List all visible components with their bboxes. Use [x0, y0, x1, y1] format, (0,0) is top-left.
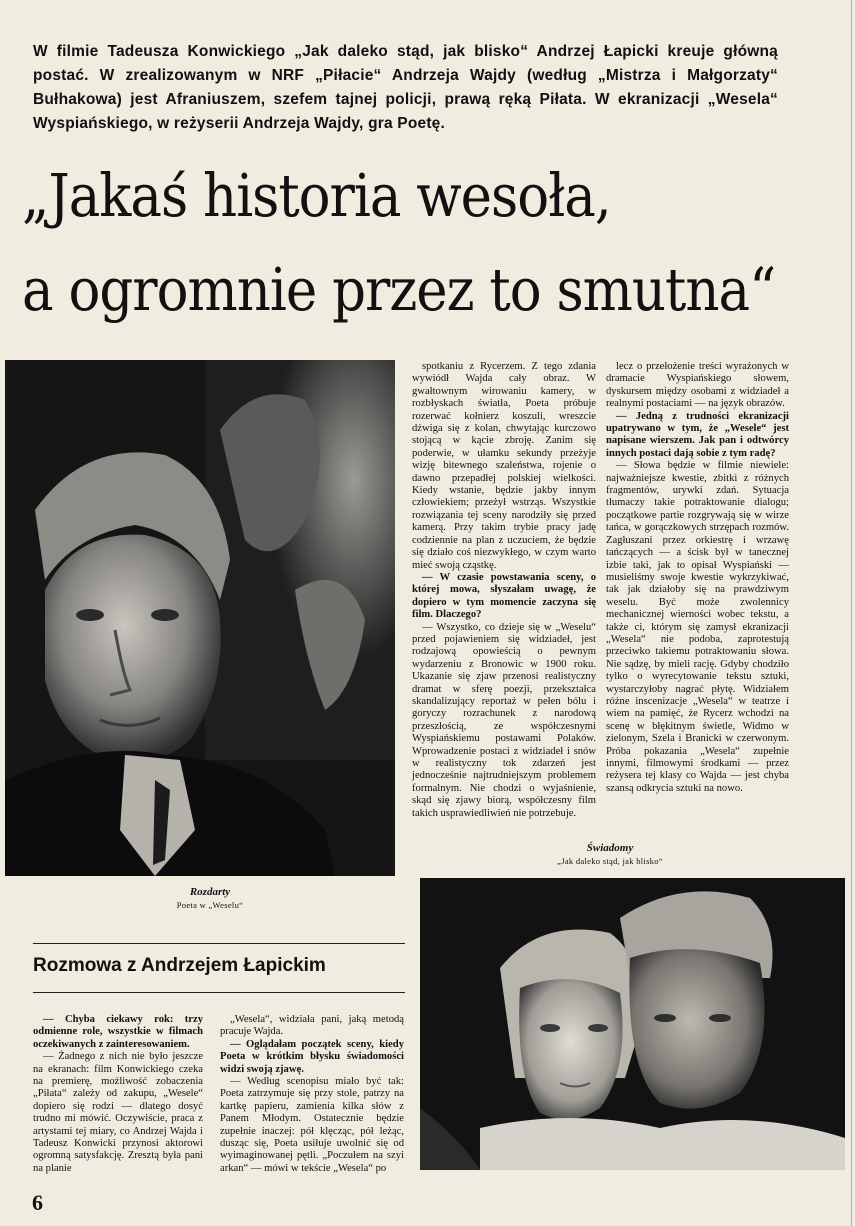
caption-poet [120, 886, 300, 912]
article-paragraph: „Wesela“, widziała pani, jaką metodą pracuje Wajda. [220, 1014, 404, 1038]
headline-line-2: a ogromnie przez to smutna“ [22, 256, 776, 325]
photo-poet-portrait [5, 360, 395, 876]
article-column-2 [606, 361, 789, 795]
caption-title: Świadomy [586, 842, 634, 854]
interview-title: Rozmowa z Andrzejem Łapickim [33, 955, 326, 976]
intro-lead: W filmie Tadeusza Konwickiego „Jak daleko stąd, jak blisko“ Andrzej Łapicki kreuje główną postać. W zrealizowanym w NRF „Piłacie“ Andrzeja Wajdy (według „Mistrza i Małgorzaty“ Bułhakowa) jest Afraniuszem, szefem tajnej policji, prawą ręką Piłata. W ekranizacji „Wesela“ Wyspiańskiego, w reżyserii Andrzeja Wajdy, gra Poetę. [33, 43, 778, 132]
interview-question: — Oglądałam początek sceny, kiedy Poeta w krótkim błysku świadomości widzi swoją zjawę. [220, 1038, 404, 1075]
page-edge [851, 0, 852, 1226]
caption-subtitle: Poeta w „Weselu“ [176, 900, 244, 910]
article-paragraph: lecz o przełożenie treści wyrażonych w dramacie Wyspiańskiego słowem, dyskursem między osobami z widziadeł a realnymi postaciami — na język obrazów. [606, 361, 789, 410]
interview-question: — W czasie powstawania sceny, o której mowa, słyszałam uwagę, że dopiero w tym momencie zaczyna się film. Dlaczego? [412, 571, 596, 621]
page-number: 6 [32, 1190, 43, 1215]
caption-title: Rozdarty [189, 886, 231, 898]
article-paragraph: — Według scenopisu miało być tak: Poeta zatrzymuje się przy stole, patrzy na kartkę papieru, zamienia kilka słów z Panem Młodym. Ostatecznie będzie zupełnie inaczej: pół klęcząc, pół leżąc, dusząc się, Poeta usiłuje uwolnić się od wyimaginowanej pętli. „Poczułem na szyi arkan“ — mówi w tekście „Wesela“ po [220, 1076, 404, 1174]
article-headline [22, 150, 822, 338]
interview-column-2 [220, 1014, 404, 1175]
headline-line-1: „Jakaś historia wesoła, [22, 162, 611, 231]
article-paragraph: — Słowa będzie w filmie niewiele: najważniejsze kwestie, zbitki z różnych fragmentów, urywki zdań. Sytuacja tłumaczy takie potraktowanie dialogu; początkowe partie rozgrywają się w wirze tańca, w gorączkowych strzępach rozmów. Zagłuszani przez orkiestrę i wrzawę tańczących — a ścisk był w tanecznej izbie taki, jak to opisał Wyspiański — musieliśmy swoje kwestie wykrzykiwać, tak jak działoby się na prawdziwym weselu. Być może zwolennicy mechanicznej wierności wobec tekstu, a także ci, którym się zamysł ekranizacji „Wesela“ nie podoba, zaprotestują przeciwko takiemu potraktowaniu słowa. Nie sądzę, by mieli rację. Gdyby chodziło tylko o wyrecytowanie tekstu sztuki, wystarczyłoby nagrać płytę. Widziałem różne inscenizacje „Wesela“ w teatrze i wiem na pamięć, że Rycerz wchodzi na scenę w błękitnym świetle, Widmo w zielonym, Szela i Branicki w czerwonym. Próba pokazania „Wesela“ zupełnie innymi, filmowymi środkami — przez reżysera tej klasy co Wajda — jest chyba szansą odkrycia sztuki na nowo. [606, 460, 789, 794]
article-paragraph: — Żadnego z nich nie było jeszcze na ekranach: film Konwickiego czeka na premierę, możliwość zobaczenia „Piłata“ zależy od zakupu, „Wesele“ dopiero się rodzi — dlatego dosyć trudno mi mówić. Oczywiście, praca z artystami tej miary, co Andrzej Wajda i Tadeusz Konwicki przynosi aktorowi ogromną satysfakcję. Zresztą była pani na planie [33, 1051, 203, 1174]
caption-aware [520, 842, 700, 868]
article-paragraph: — Wszystko, co dzieje się w „Weselu“ przed pojawieniem się widziadeł, jest rodzajową opowieścią o pewnym wydarzeniu z Bronowic w 1900 roku. Ukazanie się zjaw przenosi realistyczny dramat w sferę poezji, przekształca skandalizujący reportaż w pełen bólu i goryczy rozrachunek z narodową przeszłością, ze współczesnymi Wyspiańskiemu postawami Polaków. Wprowadzenie postaci z widziadeł i snów w realistyczny tok zdarzeń jest jednocześnie najtrudniejszym problemem formalnym. Nie chodzi o wyjaśnienie, skąd się zjawy biorą, współczesny film takich usprawiedliwień nie potrzebuje. [412, 621, 596, 819]
article-column-1 [412, 361, 596, 820]
interview-column-1 [33, 1014, 203, 1175]
article-paragraph: spotkaniu z Rycerzem. Z tego zdania wywiódł Wajda cały obraz. W gwałtownym wirowaniu kamery, w rozbłyskach światła, Poeta próbuje rozerwać kołnierz koszuli, wreszcie dźwiga się z kolan, chwytając kurczowo stojącą w kącie zbroję. Zanim się poderwie, w ułamku sekundy przeżyje wizję bitewnego szaleństwa, rojenie o dawno przepadłej polskiej wielkości. Kiedy wstanie, będzie jakby innym człowiekiem; przeżył wstrząs. Wszystkie rozwiązania tej sceny narodziły się przed kamerą. Przy takim trybie pracy jadę codziennie na plan z uczuciem, że będzie się działo coś niezwykłego, w czym warto mieć swoją cząstkę. [412, 361, 596, 571]
caption-subtitle: „Jak daleko stąd, jak blisko“ [557, 856, 663, 866]
section-rule-top [33, 943, 405, 944]
interview-question: — Jedną z trudności ekranizacji upatrywano w tym, że „Wesele“ jest napisane wierszem. Jak pan i odtwórcy innych postaci dają sobie z tym radę? [606, 410, 789, 459]
section-rule-bottom [33, 992, 405, 993]
interview-question: — Chyba ciekawy rok: trzy odmienne role, wszystkie w filmach oczekiwanych z zainteresowaniem. [33, 1014, 203, 1050]
photo-couple-still [420, 878, 845, 1170]
